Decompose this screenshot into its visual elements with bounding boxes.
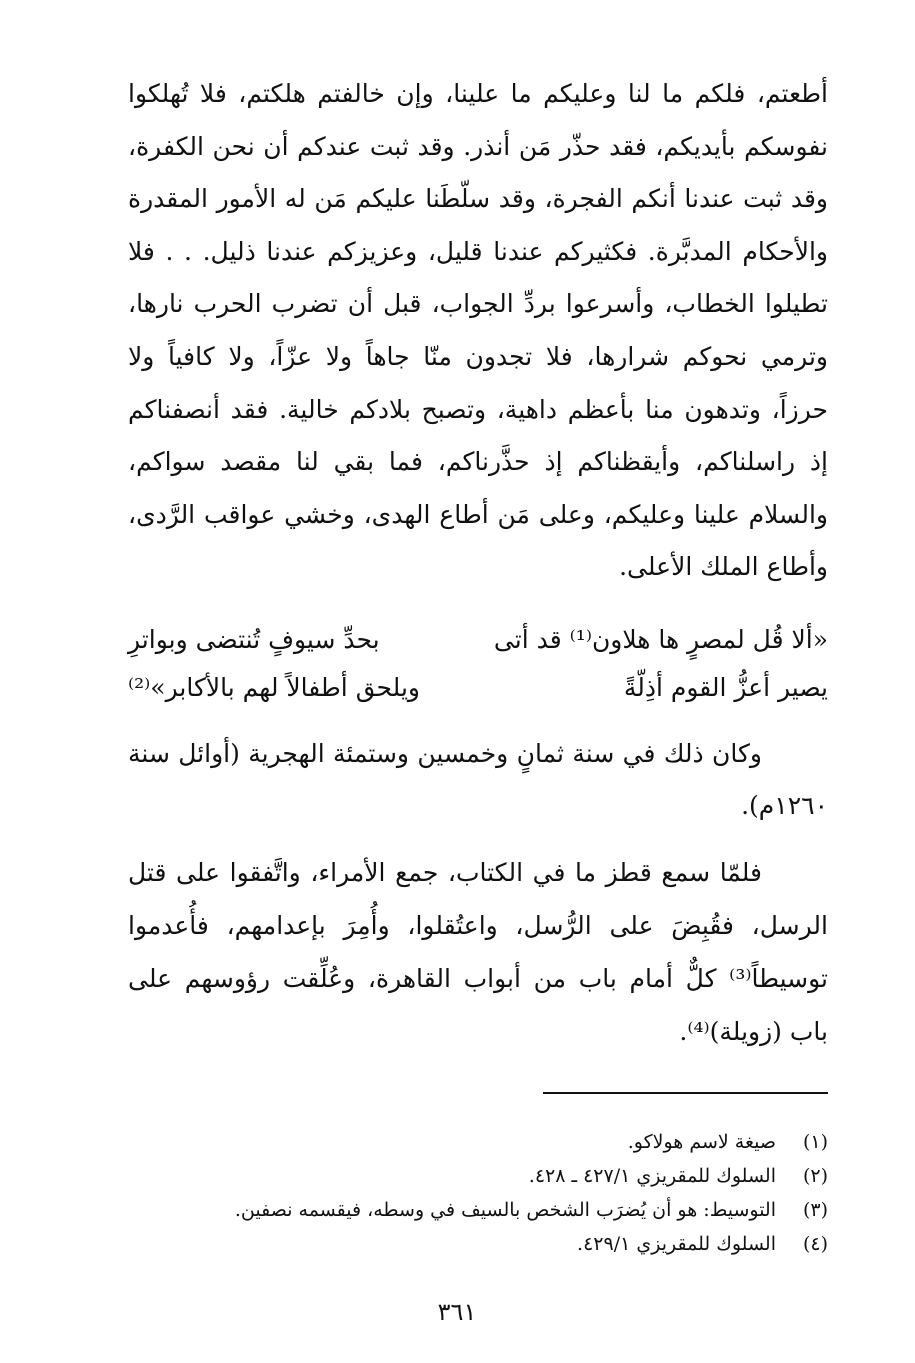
footnote-number: (١): [802, 1131, 828, 1153]
verse-line-1: [128, 616, 828, 664]
verse-hemistich: يصير أعزُّ القوم أذِلّةً: [623, 673, 828, 702]
page-number: ٣٦١: [437, 1298, 477, 1326]
paragraph-date: [128, 728, 828, 832]
paragraph-execution-text: فلمّا سمع قطز ما في الكتاب، جمع الأمراء، واتَّفقوا على قتل الرسل، فقُبِضَ على الرُّسل، واعتُقلوا، وأُمِرَ بإعدامهم، فأُعدموا توسيطاً⁽³⁾ كلٌّ أمام باب من أبواب القاهرة، وعُلِّقت رؤوسهم على باب (زويلة)⁽⁴⁾.: [128, 858, 828, 1046]
footnote-divider: [543, 1092, 828, 1094]
paragraph-execution: [128, 846, 828, 1058]
verse-line-2: [128, 664, 828, 712]
footnotes: [128, 1125, 828, 1261]
paragraph-date-text: وكان ذلك في سنة ثمانٍ وخمسين وستمئة الهجرية (أوائل سنة ١٢٦٠م).: [128, 739, 828, 820]
footnote-text: السلوك للمقريزي ٤٢٧/١ ـ ٤٢٨.: [528, 1165, 776, 1187]
verse-hemistich: ويلحق أطفالاً لهم بالأكابر»⁽²⁾: [128, 673, 420, 702]
verse-hemistich: بحدِّ سيوفٍ تُنتضى وبواترِ: [128, 625, 380, 654]
footnote-item: [128, 1125, 828, 1159]
footnote-text: السلوك للمقريزي ٤٢٩/١.: [577, 1233, 776, 1255]
footnote-number: (٤): [802, 1233, 828, 1255]
paragraph-letter: أطعتم، فلكم ما لنا وعليكم ما علينا، وإن خالفتم هلكتم، فلا تُهلكوا نفوسكم بأيديكم، فقد حذّر مَن أنذر. وقد ثبت عندكم أن نحن الكفرة، وقد ثبت عندنا أنكم الفجرة، وقد سلّطَنا عليكم مَن له الأمور المقدرة والأحكام المدبَّرة. فكثيركم عندنا قليل، وعزيزكم عندنا ذليل. . . فلا تطيلوا الخطاب، وأسرعوا بردِّ الجواب، قبل أن تضرب الحرب نارها، وترمي نحوكم شرارها، فلا تجدون منّا جاهاً ولا عزّاً، ولا كافياً ولا حرزاً، وتدهون منا بأعظم داهية، وتصبح بلادكم خالية. فقد أنصفناكم إذ راسلناكم، وأيقظناكم إذ حذَّرناكم، فما بقي لنا مقصد سواكم، والسلام علينا وعليكم، وعلى مَن أطاع الهدى، وخشي عواقب الرَّدى، وأطاع الملك الأعلى.: [128, 79, 828, 582]
footnote-number: (٢): [802, 1165, 828, 1187]
footnote-number: (٣): [802, 1199, 828, 1221]
verse-hemistich: «ألا قُل لمصرٍ ها هلاون⁽¹⁾ قد أتى: [493, 625, 828, 654]
footnote-item: [128, 1193, 828, 1227]
footnote-item: [128, 1227, 828, 1261]
footnote-text: صيغة لاسم هولاكو.: [627, 1131, 776, 1153]
poem-verse: [128, 616, 828, 712]
footnote-text: التوسيط: هو أن يُضرَب الشخص بالسيف في وسطه، فيقسمه نصفين.: [234, 1199, 776, 1221]
footnote-item: [128, 1159, 828, 1193]
main-text: [128, 68, 828, 594]
